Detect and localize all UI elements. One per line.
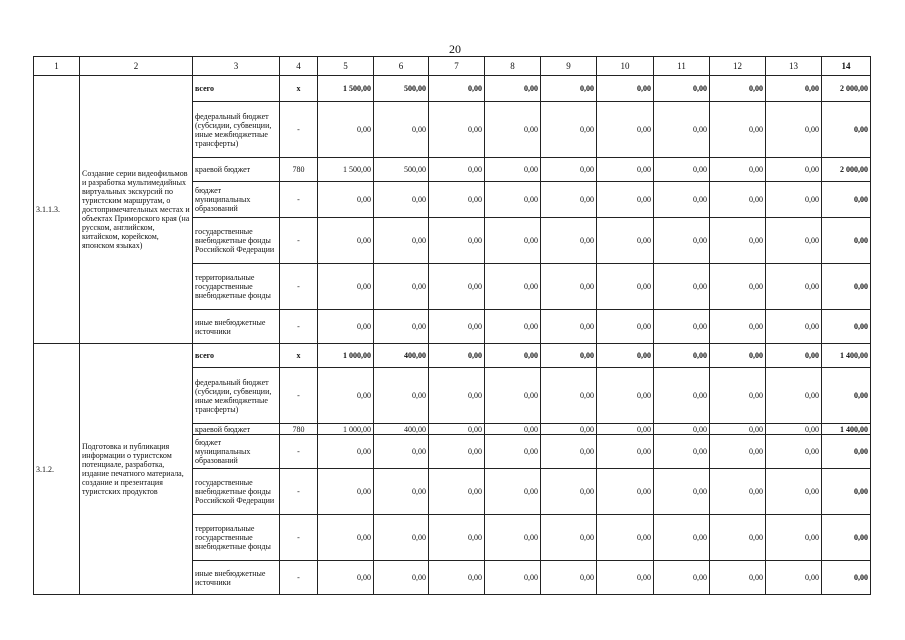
column-header: 10 (597, 57, 654, 76)
funding-source: бюджет муниципальных образований (193, 435, 280, 469)
value-cell: 0,00 (710, 158, 766, 182)
value-cell: 0,00 (485, 264, 541, 310)
value-cell: 0,00 (654, 182, 710, 218)
value-cell: 0,00 (766, 310, 822, 344)
value-cell: 0,00 (541, 310, 597, 344)
value-cell: 0,00 (822, 310, 871, 344)
gov-code: - (280, 368, 318, 424)
value-cell: 0,00 (766, 182, 822, 218)
value-cell: 0,00 (597, 561, 654, 595)
item-code: 3.1.2. (34, 344, 80, 595)
value-cell: 0,00 (485, 102, 541, 158)
column-header: 8 (485, 57, 541, 76)
value-cell: 0,00 (766, 368, 822, 424)
gov-code: х (280, 76, 318, 102)
value-cell: 0,00 (766, 102, 822, 158)
value-cell: 0,00 (374, 368, 429, 424)
value-cell: 0,00 (654, 158, 710, 182)
value-cell: 0,00 (429, 435, 485, 469)
value-cell: 0,00 (429, 424, 485, 435)
value-cell: 400,00 (374, 424, 429, 435)
funding-source: иные внебюджетные источники (193, 310, 280, 344)
value-cell: 0,00 (597, 218, 654, 264)
value-cell: 0,00 (374, 264, 429, 310)
gov-code: - (280, 435, 318, 469)
funding-source: иные внебюджетные источники (193, 561, 280, 595)
column-header: 9 (541, 57, 597, 76)
value-cell: 0,00 (485, 182, 541, 218)
value-cell: 0,00 (822, 182, 871, 218)
value-cell: 0,00 (710, 76, 766, 102)
value-cell: 0,00 (541, 435, 597, 469)
value-cell: 0,00 (710, 344, 766, 368)
value-cell: 0,00 (654, 561, 710, 595)
value-cell: 0,00 (374, 182, 429, 218)
value-cell: 0,00 (485, 344, 541, 368)
value-cell: 0,00 (485, 76, 541, 102)
value-cell: 0,00 (654, 435, 710, 469)
funding-source: всего (193, 344, 280, 368)
value-cell: 0,00 (654, 469, 710, 515)
value-cell: 0,00 (822, 102, 871, 158)
value-cell: 0,00 (597, 76, 654, 102)
value-cell: 1 400,00 (822, 344, 871, 368)
gov-code: 780 (280, 158, 318, 182)
gov-code: - (280, 102, 318, 158)
column-header: 11 (654, 57, 710, 76)
value-cell: 0,00 (710, 435, 766, 469)
value-cell: 0,00 (541, 264, 597, 310)
funding-source: государственные внебюджетные фонды Российской Федерации (193, 218, 280, 264)
value-cell: 0,00 (429, 76, 485, 102)
value-cell: 0,00 (318, 182, 374, 218)
column-header: 4 (280, 57, 318, 76)
value-cell: 0,00 (654, 102, 710, 158)
value-cell: 0,00 (541, 561, 597, 595)
value-cell: 0,00 (597, 368, 654, 424)
value-cell: 0,00 (710, 515, 766, 561)
value-cell: 0,00 (654, 368, 710, 424)
table-row (34, 344, 871, 368)
value-cell: 0,00 (766, 424, 822, 435)
value-cell: 0,00 (429, 310, 485, 344)
gov-code: - (280, 264, 318, 310)
value-cell: 0,00 (374, 469, 429, 515)
value-cell: 0,00 (710, 182, 766, 218)
value-cell: 0,00 (597, 264, 654, 310)
funding-source: краевой бюджет (193, 158, 280, 182)
value-cell: 0,00 (766, 158, 822, 182)
value-cell: 0,00 (318, 435, 374, 469)
value-cell: 0,00 (541, 424, 597, 435)
value-cell: 0,00 (710, 310, 766, 344)
value-cell: 0,00 (654, 264, 710, 310)
value-cell: 0,00 (822, 469, 871, 515)
value-cell: 0,00 (429, 561, 485, 595)
value-cell: 2 000,00 (822, 158, 871, 182)
gov-code: - (280, 469, 318, 515)
value-cell: 0,00 (318, 102, 374, 158)
value-cell: 0,00 (374, 102, 429, 158)
value-cell: 0,00 (485, 561, 541, 595)
value-cell: 0,00 (822, 435, 871, 469)
value-cell: 0,00 (485, 158, 541, 182)
value-cell: 0,00 (429, 469, 485, 515)
value-cell: 0,00 (710, 469, 766, 515)
value-cell: 0,00 (485, 424, 541, 435)
gov-code: - (280, 182, 318, 218)
value-cell: 0,00 (654, 76, 710, 102)
value-cell: 0,00 (374, 435, 429, 469)
value-cell: 0,00 (766, 469, 822, 515)
value-cell: 0,00 (654, 218, 710, 264)
column-header: 6 (374, 57, 429, 76)
value-cell: 0,00 (597, 515, 654, 561)
value-cell: 0,00 (597, 469, 654, 515)
value-cell: 0,00 (597, 435, 654, 469)
gov-code: х (280, 344, 318, 368)
value-cell: 0,00 (654, 344, 710, 368)
column-header: 3 (193, 57, 280, 76)
value-cell: 0,00 (541, 182, 597, 218)
value-cell: 0,00 (429, 158, 485, 182)
value-cell: 0,00 (766, 561, 822, 595)
value-cell: 0,00 (374, 218, 429, 264)
value-cell: 0,00 (541, 515, 597, 561)
value-cell: 0,00 (597, 182, 654, 218)
value-cell: 0,00 (710, 264, 766, 310)
value-cell: 0,00 (822, 218, 871, 264)
value-cell: 0,00 (485, 435, 541, 469)
value-cell: 0,00 (710, 424, 766, 435)
value-cell: 0,00 (710, 561, 766, 595)
value-cell: 0,00 (318, 368, 374, 424)
value-cell: 0,00 (710, 102, 766, 158)
funding-source: территориальные государственные внебюджетные фонды (193, 515, 280, 561)
item-name: Подготовка и публикация информации о туристском потенциале, разработка, издание печатного материала, создание и презентация туристских продуктов (80, 344, 193, 595)
value-cell: 0,00 (374, 515, 429, 561)
value-cell: 0,00 (541, 368, 597, 424)
value-cell: 0,00 (485, 515, 541, 561)
value-cell: 0,00 (374, 310, 429, 344)
value-cell: 0,00 (485, 218, 541, 264)
value-cell: 0,00 (485, 469, 541, 515)
value-cell: 0,00 (541, 158, 597, 182)
value-cell: 0,00 (766, 218, 822, 264)
value-cell: 0,00 (429, 515, 485, 561)
value-cell: 1 400,00 (822, 424, 871, 435)
gov-code: 780 (280, 424, 318, 435)
value-cell: 0,00 (597, 310, 654, 344)
value-cell: 0,00 (541, 102, 597, 158)
value-cell: 0,00 (597, 344, 654, 368)
value-cell: 0,00 (597, 424, 654, 435)
gov-code: - (280, 561, 318, 595)
funding-source: бюджет муниципальных образований (193, 182, 280, 218)
funding-source: всего (193, 76, 280, 102)
value-cell: 0,00 (654, 424, 710, 435)
funding-source: краевой бюджет (193, 424, 280, 435)
value-cell: 500,00 (374, 76, 429, 102)
value-cell: 0,00 (429, 102, 485, 158)
column-header: 2 (80, 57, 193, 76)
value-cell: 0,00 (654, 515, 710, 561)
value-cell: 0,00 (541, 344, 597, 368)
value-cell: 0,00 (485, 368, 541, 424)
column-header: 5 (318, 57, 374, 76)
column-header: 1 (34, 57, 80, 76)
column-header: 7 (429, 57, 485, 76)
value-cell: 0,00 (710, 218, 766, 264)
value-cell: 0,00 (318, 310, 374, 344)
header-row (34, 57, 871, 76)
value-cell: 0,00 (822, 368, 871, 424)
value-cell: 0,00 (597, 158, 654, 182)
value-cell: 0,00 (822, 515, 871, 561)
value-cell: 0,00 (485, 310, 541, 344)
value-cell: 400,00 (374, 344, 429, 368)
value-cell: 0,00 (710, 368, 766, 424)
value-cell: 0,00 (822, 561, 871, 595)
value-cell: 0,00 (822, 264, 871, 310)
value-cell: 0,00 (766, 515, 822, 561)
value-cell: 1 500,00 (318, 158, 374, 182)
column-header: 13 (766, 57, 822, 76)
funding-source: территориальные государственные внебюджетные фонды (193, 264, 280, 310)
value-cell: 0,00 (766, 344, 822, 368)
gov-code: - (280, 218, 318, 264)
column-header: 12 (710, 57, 766, 76)
value-cell: 0,00 (541, 469, 597, 515)
value-cell: 0,00 (374, 561, 429, 595)
funding-source: федеральный бюджет (субсидии, субвенции, иные межбюджетные трансферты) (193, 368, 280, 424)
value-cell: 500,00 (374, 158, 429, 182)
column-header: 14 (822, 57, 871, 76)
funding-source: федеральный бюджет (субсидии, субвенции, иные межбюджетные трансферты) (193, 102, 280, 158)
budget-table (33, 56, 871, 595)
gov-code: - (280, 310, 318, 344)
value-cell: 0,00 (429, 368, 485, 424)
value-cell: 0,00 (429, 182, 485, 218)
value-cell: 1 500,00 (318, 76, 374, 102)
gov-code: - (280, 515, 318, 561)
value-cell: 0,00 (429, 344, 485, 368)
value-cell: 0,00 (318, 561, 374, 595)
item-name: Создание серии видеофильмов и разработка мультимедийных виртуальных экскурсий по туристским маршрутам, о достопримечательных местах и объектах Приморского края (на русском, английском, китайском, корейском, японском языках) (80, 76, 193, 344)
value-cell: 0,00 (318, 469, 374, 515)
value-cell: 1 000,00 (318, 344, 374, 368)
item-code: 3.1.1.3. (34, 76, 80, 344)
value-cell: 0,00 (766, 264, 822, 310)
value-cell: 1 000,00 (318, 424, 374, 435)
value-cell: 0,00 (429, 264, 485, 310)
table-row (34, 76, 871, 102)
value-cell: 0,00 (318, 515, 374, 561)
value-cell: 2 000,00 (822, 76, 871, 102)
value-cell: 0,00 (318, 264, 374, 310)
value-cell: 0,00 (597, 102, 654, 158)
table-body (34, 57, 871, 595)
value-cell: 0,00 (766, 76, 822, 102)
value-cell: 0,00 (429, 218, 485, 264)
value-cell: 0,00 (766, 435, 822, 469)
value-cell: 0,00 (541, 76, 597, 102)
funding-source: государственные внебюджетные фонды Российской Федерации (193, 469, 280, 515)
value-cell: 0,00 (541, 218, 597, 264)
page-number: 20 (449, 42, 461, 56)
value-cell: 0,00 (318, 218, 374, 264)
value-cell: 0,00 (654, 310, 710, 344)
